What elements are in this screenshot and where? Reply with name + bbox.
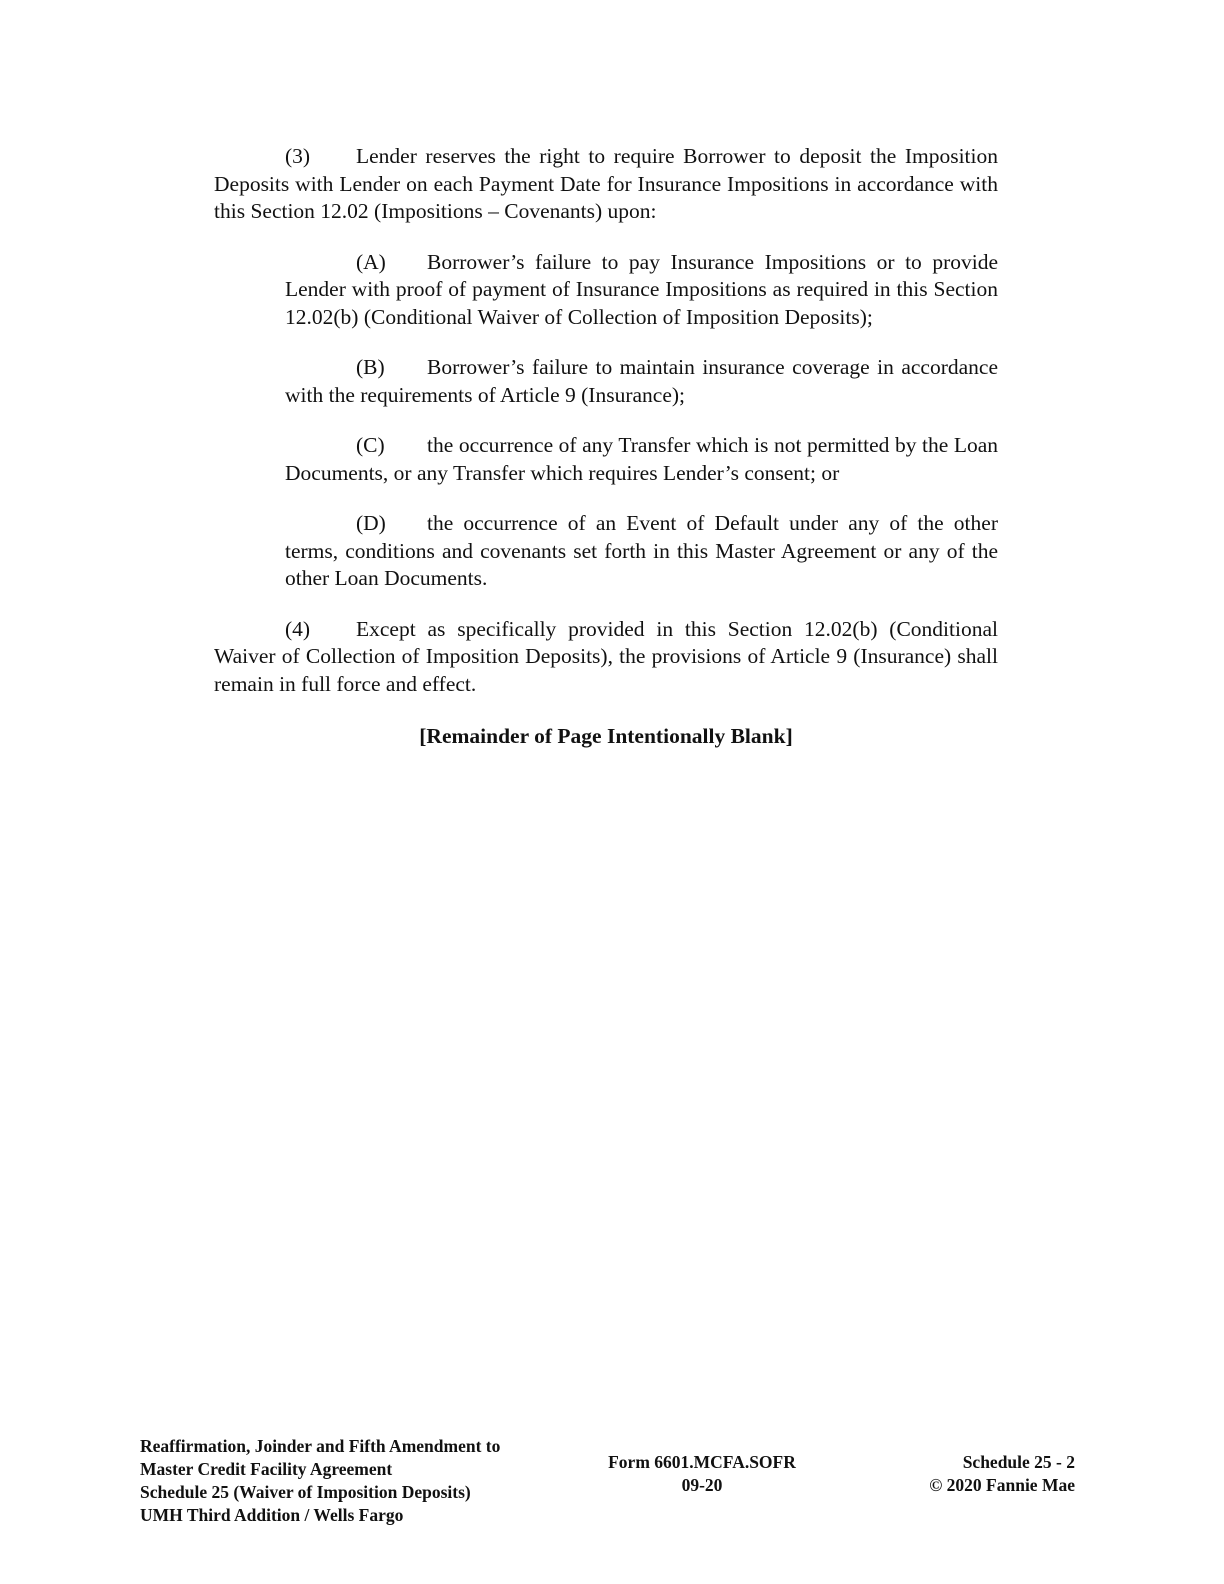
footer-left-line: Reaffirmation, Joinder and Fifth Amendment to — [140, 1436, 501, 1456]
paragraph-3 — [214, 143, 998, 226]
paragraph-number: (B) — [356, 355, 385, 379]
paragraph-text: Lender reserves the right to require Borrower to deposit the Imposition Deposits with Lender on each Payment Date for Insurance Impositions in accordance with this Section 12.02 (Impositions – Covenants) upon: — [214, 144, 998, 223]
paragraph-number: (D) — [356, 511, 386, 535]
paragraph-number: (3) — [285, 144, 311, 168]
footer-right-line: © 2020 Fannie Mae — [929, 1475, 1075, 1495]
paragraph-text: Borrower’s failure to pay Insurance Impositions or to provide Lender with proof of payment of Insurance Impositions as required in this Section 12.02(b) (Conditional Waiver of Collection of Imposition Deposits); — [285, 249, 998, 329]
footer-left-line: UMH Third Addition / Wells Fargo — [140, 1505, 404, 1525]
footer-document-title — [140, 1435, 570, 1527]
paragraph-number: (A) — [356, 249, 386, 274]
paragraph-text: Except as specifically provided in this Section 12.02(b) (Conditional Waiver of Collection of Imposition Deposits), the provisions of Article 9 (Insurance) shall remain in full force and effect. — [214, 616, 998, 696]
paragraph-4 — [214, 616, 998, 699]
document-body — [214, 143, 998, 751]
subparagraph-d — [285, 510, 998, 593]
remainder-blank-note: [Remainder of Page Intentionally Blank] — [419, 724, 793, 748]
subparagraph-a — [285, 249, 998, 332]
footer-center-line: 09-20 — [681, 1475, 723, 1495]
footer-right-line: Schedule 25 - 2 — [962, 1452, 1075, 1472]
page-footer — [140, 1435, 1075, 1535]
paragraph-text: the occurrence of an Event of Default under any of the other terms, conditions and covenants set forth in this Master Agreement or any of the other Loan Documents. — [285, 511, 998, 590]
footer-center-line: Form 6601.MCFA.SOFR — [608, 1452, 796, 1472]
paragraph-text: the occurrence of any Transfer which is not permitted by the Loan Documents, or any Transfer which requires Lender’s consent; or — [285, 433, 998, 485]
paragraph-number: (4) — [285, 616, 311, 641]
subparagraph-c — [285, 432, 998, 487]
footer-form-number — [592, 1451, 812, 1497]
paragraph-number: (C) — [356, 433, 385, 457]
paragraph-text: Borrower’s failure to maintain insurance coverage in accordance with the requirements of Article 9 (Insurance); — [285, 355, 998, 407]
subparagraph-b — [285, 354, 998, 409]
footer-left-line: Master Credit Facility Agreement — [140, 1459, 393, 1479]
footer-left-line: Schedule 25 (Waiver of Imposition Deposits) — [140, 1482, 471, 1502]
footer-page-number — [855, 1451, 1075, 1497]
